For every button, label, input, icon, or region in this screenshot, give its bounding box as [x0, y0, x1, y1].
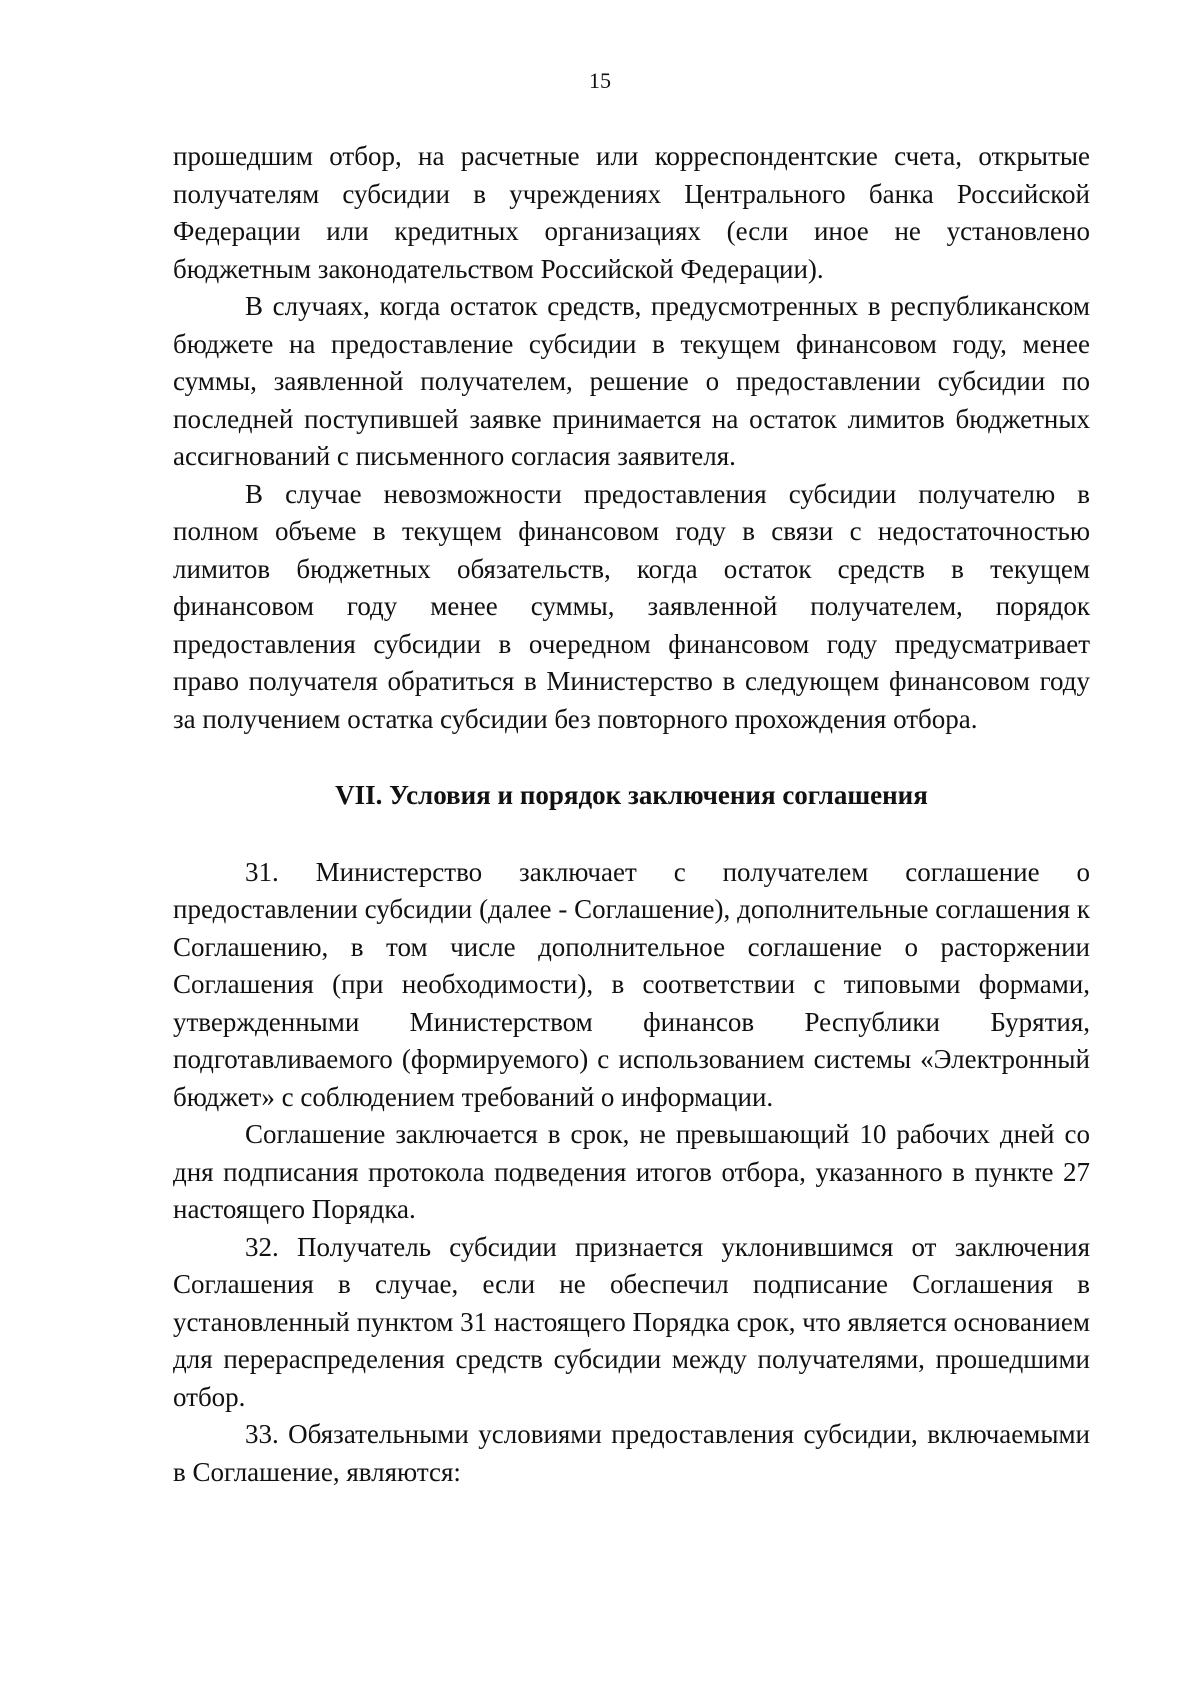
paragraph-insufficient-limits: В случае невозможности предоставления субсидии получателю в полном объеме в текущем финансовом году в связи с недостаточностью лимитов бюджетных обязательств, когда остаток средств в текущем финансовом году менее суммы, заявленной получателем, порядок предоставления субсидии в очередном финансовом году предусматривает право получателя обратиться в Министерство в следующем финансовом году за получением остатка субсидии без повторного прохождения отбора. [173, 478, 1090, 734]
paragraph-continuation: прошедшим отбор, на расчетные или корреспондентские счета, открытые получателям субсидии в учреждениях Центрального банка Российской Федерации или кредитных организациях (если иное не установлено бюджетным законодательством Российской Федерации). [173, 141, 1090, 284]
document-body [173, 138, 1090, 1491]
page-number: 15 [589, 68, 611, 93]
paragraph-clause-33: 33. Обязательными условиями предоставления субсидии, включаемыми в Соглашение, являются: [173, 1419, 1090, 1487]
paragraph-remaining-funds: В случаях, когда остаток средств, предусмотренных в республиканском бюджете на предоставление субсидии в текущем финансовом году, менее суммы, заявленной получателем, решение о предоставлении субсидии по последней поступившей заявке принимается на остаток лимитов бюджетных ассигнований с письменного согласия заявителя. [173, 291, 1090, 471]
paragraph-clause-32: 32. Получатель субсидии признается уклонившимся от заключения Соглашения в случае, если не обеспечил подписание Соглашения в установленный пунктом 31 настоящего Порядка срок, что является основанием для перераспределения средств субсидии между получателями, прошедшими отбор. [173, 1231, 1090, 1412]
paragraph-clause-31: 31. Министерство заключает с получателем соглашение о предоставлении субсидии (далее - Соглашение), дополнительные соглашения к Соглашению, в том числе дополнительное соглашение о расторжении Соглашения (при необходимости), в соответствии с типовыми формами, утвержденными Министерством финансов Республики Бурятия, подготавливаемого (формируемого) с использованием системы «Электронный бюджет» с соблюдением требований о информации. [173, 856, 1090, 1112]
section-heading: VII. Условия и порядок заключения соглашения [335, 780, 928, 810]
paragraph-agreement-term: Соглашение заключается в срок, не превышающий 10 рабочих дней со дня подписания протокола подведения итогов отбора, указанного в пункте 27 настоящего Порядка. [173, 1119, 1090, 1224]
